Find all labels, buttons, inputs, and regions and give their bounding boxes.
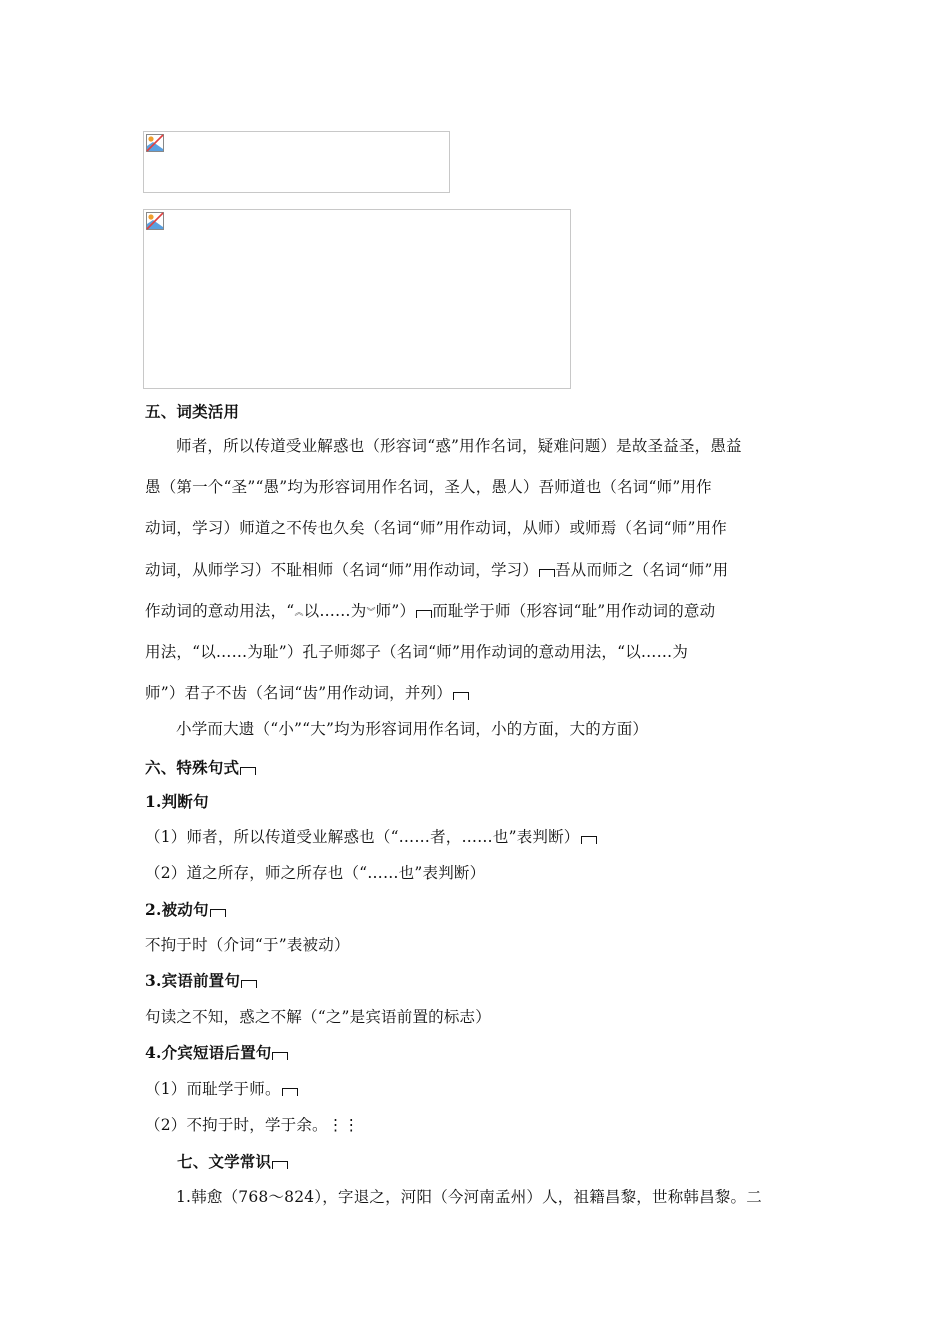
text-segment: 以……为 [303, 602, 367, 620]
paragraph-mark-icon [272, 1161, 288, 1169]
paragraph-line: 小学而大遗（“小”“大”均为形容词用作名词，小的方面，大的方面） [176, 720, 649, 738]
double-caret-up-icon: ︽ [294, 608, 304, 618]
heading-text: 六、特殊句式 [145, 758, 240, 777]
broken-image-icon [146, 212, 164, 230]
paragraph-mark-icon [453, 692, 469, 700]
image-placeholder-2 [143, 209, 571, 389]
subheading [145, 971, 257, 991]
text-segment: 吾从而师之（名词“师”用 [555, 561, 729, 579]
list-item: （2）不拘于时，学于余。⋮⋮ [145, 1116, 360, 1134]
heading-text: 七、文学常识 [177, 1152, 272, 1171]
double-caret-down-icon: ︾ [366, 608, 376, 618]
paragraph-mark-icon [272, 1052, 288, 1060]
subheading [145, 900, 226, 920]
subheading [145, 1043, 288, 1063]
paragraph-mark-icon [240, 767, 256, 775]
paragraph-mark-icon [539, 569, 555, 577]
section-heading-7 [177, 1152, 288, 1172]
paragraph-line [145, 683, 469, 703]
paragraph-line: 动词，学习）师道之不传也久矣（名词“师”用作动词，从师）或师焉（名词“师”用作 [145, 519, 727, 537]
broken-image-icon [146, 134, 164, 152]
paragraph-mark-icon [282, 1088, 298, 1096]
list-item: （2）道之所存，师之所存也（“……也”表判断） [145, 864, 486, 882]
list-item [145, 827, 597, 847]
paragraph-line [145, 601, 715, 623]
text-segment: 作动词的意动用法，“ [145, 602, 295, 620]
paragraph-line: 句读之不知，惑之不解（“之”是宾语前置的标志） [145, 1008, 491, 1026]
heading-text: 2.被动句 [145, 900, 209, 919]
section-heading-6 [145, 758, 256, 778]
paragraph-line [145, 560, 728, 580]
list-item [145, 1079, 298, 1099]
paragraph-line: 不拘于时（介词“于”表被动） [145, 936, 350, 954]
text-segment: 师”）君子不齿（名词“齿”用作动词，并列） [145, 684, 452, 702]
paragraph-mark-icon [241, 980, 257, 988]
text-segment: 动词，从师学习）不耻相师（名词“师”用作动词，学习） [145, 561, 539, 579]
paragraph-line: 1.韩愈（768～824），字退之，河阳（今河南孟州）人，祖籍昌黎，世称韩昌黎。二 [176, 1188, 762, 1206]
paragraph-mark-icon [210, 909, 226, 917]
heading-text: 4.介宾短语后置句 [145, 1043, 272, 1062]
paragraph-line: 师者，所以传道受业解惑也（形容词“惑”用作名词，疑难问题）是故圣益圣，愚益 [176, 437, 742, 455]
subheading: 1.判断句 [145, 792, 209, 811]
image-placeholder-1 [143, 131, 450, 193]
paragraph-mark-icon [416, 610, 432, 618]
text-segment: （1）而耻学于师。 [145, 1080, 281, 1098]
text-segment: 而耻学于师（形容词“耻”用作动词的意动 [432, 602, 716, 620]
paragraph-line: 用法，“以……为耻”）孔子师郯子（名词“师”用作动词的意动用法，“以……为 [145, 643, 689, 661]
text-segment: （1）师者，所以传道受业解惑也（“……者，……也”表判断） [145, 828, 580, 846]
paragraph-line: 愚（第一个“圣”“愚”均为形容词用作名词，圣人，愚人）吾师道也（名词“师”用作 [145, 478, 712, 496]
heading-text: 3.宾语前置句 [145, 971, 241, 990]
paragraph-mark-icon [581, 836, 597, 844]
section-heading-5: 五、词类活用 [145, 402, 240, 421]
text-segment: 师”） [375, 602, 416, 620]
